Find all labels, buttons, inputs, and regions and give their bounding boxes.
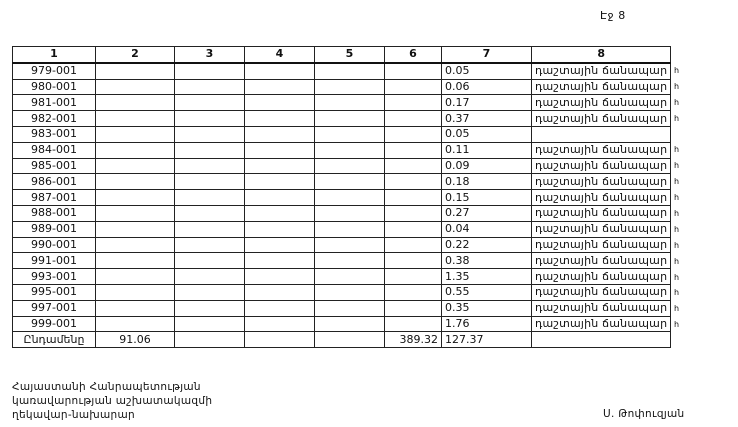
land-type-cell: դաշտային ճանապար <box>532 205 671 221</box>
table-cell <box>245 158 315 174</box>
table-row <box>13 316 671 332</box>
table-cell <box>315 63 385 79</box>
table-cell <box>175 253 245 269</box>
table-cell <box>385 174 442 190</box>
table-cell <box>315 142 385 158</box>
table-row <box>13 253 671 269</box>
table-cell <box>385 269 442 285</box>
table-cell <box>315 190 385 206</box>
land-type-cell: դաշտային ճանապար <box>532 111 671 127</box>
table-cell <box>175 190 245 206</box>
table-cell <box>385 237 442 253</box>
table-cell <box>175 63 245 79</box>
margin-mark: հ <box>674 272 680 282</box>
table-cell <box>315 126 385 142</box>
table-cell <box>245 300 315 316</box>
table-cell <box>315 332 385 348</box>
plot-id-cell: 997-001 <box>13 300 96 316</box>
total-col6: 389.32 <box>385 332 442 348</box>
table-row <box>13 190 671 206</box>
column-header: 8 <box>532 47 671 63</box>
table-row <box>13 95 671 111</box>
table-cell <box>245 316 315 332</box>
table-cell <box>245 253 315 269</box>
table-cell <box>96 174 175 190</box>
area-cell: 0.05 <box>442 63 532 79</box>
area-cell: 0.17 <box>442 95 532 111</box>
area-cell: 0.11 <box>442 142 532 158</box>
table-cell <box>245 205 315 221</box>
margin-mark: հ <box>674 240 680 250</box>
table-cell <box>245 190 315 206</box>
signatory-title-line: Հայաստանի Հանրապետության <box>12 381 201 393</box>
total-col2: 91.06 <box>96 332 175 348</box>
table-cell <box>96 205 175 221</box>
margin-marks <box>674 63 679 333</box>
area-cell: 0.37 <box>442 111 532 127</box>
land-type-cell: դաշտային ճանապար <box>532 284 671 300</box>
land-type-cell: դաշտային ճանապար <box>532 79 671 95</box>
table-cell <box>532 332 671 348</box>
area-cell: 0.06 <box>442 79 532 95</box>
total-label: Ընդամենը <box>13 332 96 348</box>
table-cell <box>175 300 245 316</box>
plot-id-cell: 983-001 <box>13 126 96 142</box>
table-cell <box>96 79 175 95</box>
page-number-label: Էջ 8 <box>600 9 626 22</box>
table-cell <box>315 284 385 300</box>
plot-id-cell: 990-001 <box>13 237 96 253</box>
plot-id-cell: 987-001 <box>13 190 96 206</box>
total-row <box>13 332 671 348</box>
land-type-cell: դաշտային ճանապար <box>532 174 671 190</box>
table-cell <box>315 174 385 190</box>
table-cell <box>315 253 385 269</box>
plot-id-cell: 999-001 <box>13 316 96 332</box>
table-cell <box>385 300 442 316</box>
table-cell <box>96 142 175 158</box>
margin-mark: հ <box>674 145 680 155</box>
total-col7: 127.37 <box>442 332 532 348</box>
table-cell <box>385 284 442 300</box>
land-type-cell: դաշտային ճանապար <box>532 253 671 269</box>
table-cell <box>315 95 385 111</box>
area-cell: 0.09 <box>442 158 532 174</box>
table-cell <box>385 111 442 127</box>
table-cell <box>96 253 175 269</box>
table-cell <box>96 126 175 142</box>
margin-mark: հ <box>674 224 680 234</box>
table-row <box>13 174 671 190</box>
table-cell <box>96 269 175 285</box>
margin-mark: հ <box>674 66 680 75</box>
table-row <box>13 237 671 253</box>
plot-id-cell: 986-001 <box>13 174 96 190</box>
table-cell <box>245 95 315 111</box>
table-row <box>13 142 671 158</box>
table-cell <box>385 79 442 95</box>
signatory-title-line: ղեկավար-նախարար <box>12 409 135 421</box>
table-cell <box>245 269 315 285</box>
table-cell <box>385 63 442 79</box>
table-cell <box>96 95 175 111</box>
table-row <box>13 284 671 300</box>
table-cell <box>175 174 245 190</box>
plot-id-cell: 982-001 <box>13 111 96 127</box>
table-cell <box>175 284 245 300</box>
column-header: 4 <box>245 47 315 63</box>
table-cell <box>385 126 442 142</box>
area-cell: 0.35 <box>442 300 532 316</box>
table-cell <box>385 95 442 111</box>
column-header: 2 <box>96 47 175 63</box>
table-cell <box>315 221 385 237</box>
area-cell: 0.18 <box>442 174 532 190</box>
table-cell <box>175 316 245 332</box>
plot-id-cell: 993-001 <box>13 269 96 285</box>
area-cell: 0.22 <box>442 237 532 253</box>
land-type-cell: դաշտային ճանապար <box>532 269 671 285</box>
plot-id-cell: 980-001 <box>13 79 96 95</box>
plot-id-cell: 985-001 <box>13 158 96 174</box>
table-cell <box>315 316 385 332</box>
margin-mark: հ <box>674 81 680 91</box>
column-header: 5 <box>315 47 385 63</box>
area-cell: 0.04 <box>442 221 532 237</box>
area-cell: 0.38 <box>442 253 532 269</box>
margin-mark: հ <box>674 320 680 330</box>
table-row <box>13 221 671 237</box>
table-cell <box>245 284 315 300</box>
table-cell <box>175 205 245 221</box>
plot-id-cell: 991-001 <box>13 253 96 269</box>
table-cell <box>245 63 315 79</box>
plot-id-cell: 981-001 <box>13 95 96 111</box>
table-cell <box>175 142 245 158</box>
table-row <box>13 126 671 142</box>
signatory-name: Ս. Թոփուզյան <box>603 408 685 420</box>
margin-mark: հ <box>674 193 680 203</box>
table-cell <box>245 126 315 142</box>
table-cell <box>175 332 245 348</box>
table-cell <box>245 142 315 158</box>
table-cell <box>96 158 175 174</box>
area-cell: 0.27 <box>442 205 532 221</box>
margin-mark <box>674 127 679 143</box>
land-type-cell: դաշտային ճանապար <box>532 316 671 332</box>
table-row <box>13 158 671 174</box>
table-cell <box>315 205 385 221</box>
signatory-title <box>12 380 212 422</box>
table-cell <box>385 158 442 174</box>
margin-mark: հ <box>674 209 680 219</box>
area-cell: 0.05 <box>442 126 532 142</box>
table-cell <box>315 237 385 253</box>
land-type-cell: դաշտային ճանապար <box>532 237 671 253</box>
table-cell <box>96 190 175 206</box>
area-cell: 1.35 <box>442 269 532 285</box>
table-cell <box>96 111 175 127</box>
table-cell <box>245 174 315 190</box>
table-cell <box>175 126 245 142</box>
land-plots-table <box>12 46 671 348</box>
land-type-cell: դաշտային ճանապար <box>532 300 671 316</box>
plot-id-cell: 989-001 <box>13 221 96 237</box>
table-cell <box>385 142 442 158</box>
table-cell <box>245 221 315 237</box>
column-header: 1 <box>13 47 96 63</box>
land-type-cell: դաշտային ճանապար <box>532 158 671 174</box>
table-row <box>13 269 671 285</box>
margin-mark: հ <box>674 256 680 266</box>
table-cell <box>175 221 245 237</box>
plot-id-cell: 979-001 <box>13 63 96 79</box>
margin-mark: հ <box>674 177 680 187</box>
table-cell <box>385 316 442 332</box>
table-cell <box>175 269 245 285</box>
table-cell <box>315 269 385 285</box>
table-cell <box>175 95 245 111</box>
table-cell <box>96 237 175 253</box>
table-cell <box>315 111 385 127</box>
table-cell <box>315 158 385 174</box>
table-cell <box>175 111 245 127</box>
land-type-cell: դաշտային ճանապար <box>532 190 671 206</box>
table-cell <box>175 158 245 174</box>
margin-mark: հ <box>674 113 680 123</box>
plot-id-cell: 988-001 <box>13 205 96 221</box>
table-cell <box>175 79 245 95</box>
table-row <box>13 205 671 221</box>
table-cell <box>96 63 175 79</box>
plot-id-cell: 984-001 <box>13 142 96 158</box>
plot-id-cell: 995-001 <box>13 284 96 300</box>
land-type-cell <box>532 126 671 142</box>
column-header: 7 <box>442 47 532 63</box>
area-cell: 0.55 <box>442 284 532 300</box>
column-header: 3 <box>175 47 245 63</box>
table-header-row <box>13 47 671 63</box>
table-row <box>13 63 671 79</box>
margin-mark: հ <box>674 288 680 298</box>
table-cell <box>245 111 315 127</box>
table-cell <box>315 300 385 316</box>
land-type-cell: դաշտային ճանապար <box>532 221 671 237</box>
column-header: 6 <box>385 47 442 63</box>
table-row <box>13 79 671 95</box>
table-cell <box>245 79 315 95</box>
margin-mark: հ <box>674 97 680 107</box>
table-cell <box>385 205 442 221</box>
signatory-title-line: կառավարության աշխատակազմի <box>12 395 213 407</box>
land-type-cell: դաշտային ճանապար <box>532 142 671 158</box>
table-cell <box>96 284 175 300</box>
table-cell <box>245 237 315 253</box>
table-row <box>13 300 671 316</box>
table-cell <box>315 79 385 95</box>
margin-mark: հ <box>674 304 680 314</box>
table-cell <box>175 237 245 253</box>
margin-mark: հ <box>674 161 680 171</box>
table-cell <box>385 221 442 237</box>
area-cell: 1.76 <box>442 316 532 332</box>
table-cell <box>96 300 175 316</box>
table-cell <box>385 253 442 269</box>
table-row <box>13 111 671 127</box>
land-type-cell: դաշտային ճանապար <box>532 95 671 111</box>
table-cell <box>96 316 175 332</box>
table-cell <box>245 332 315 348</box>
area-cell: 0.15 <box>442 190 532 206</box>
land-type-cell: դաշտային ճանապար <box>532 63 671 79</box>
table-cell <box>96 221 175 237</box>
table-cell <box>385 190 442 206</box>
